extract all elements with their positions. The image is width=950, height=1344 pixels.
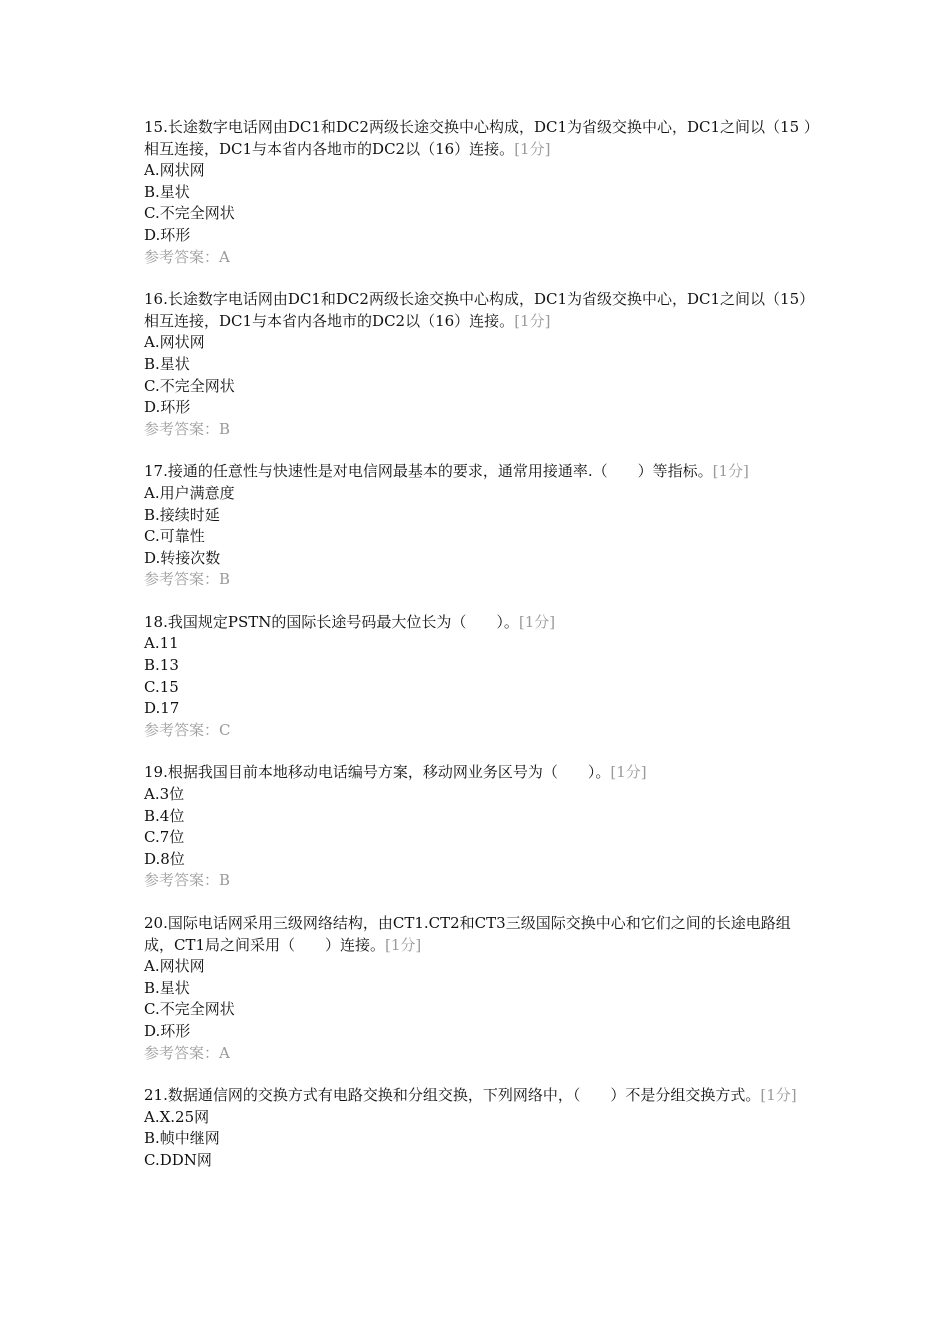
question-score: [1分]: [712, 462, 749, 481]
question-stem: [144, 461, 814, 483]
question-item: [144, 289, 814, 440]
question-stem-text: 20.国际电话网采用三级网络结构，由CT1.CT2和CT3三级国际交换中心和它们之间的长途电路组成，CT1局之间采用（ ）连接。: [144, 914, 791, 954]
reference-answer: 参考答案：A: [144, 247, 230, 266]
reference-answer: 参考答案：B: [144, 570, 231, 589]
question-options: [144, 1107, 814, 1172]
question-option: A.网状网: [144, 161, 205, 180]
question-option: A.网状网: [144, 333, 205, 352]
question-options: [144, 332, 814, 418]
question-option: D.17: [144, 699, 180, 718]
question-option: A.网状网: [144, 957, 205, 976]
question-stem: [144, 913, 814, 956]
question-option: A.3位: [144, 785, 185, 804]
question-options: [144, 483, 814, 569]
question-stem: [144, 289, 814, 332]
question-stem-text: 15.长途数字电话网由DC1和DC2两级长途交换中心构成，DC1为省级交换中心，DC1之间以（15 ）相互连接，DC1与本省内各地市的DC2以（16）连接。: [144, 118, 812, 158]
question-option: B.星状: [144, 978, 190, 997]
question-option: B.帧中继网: [144, 1129, 220, 1148]
question-stem-text: 21.数据通信网的交换方式有电路交换和分组交换，下列网络中，（ ）不是分组交换方式。: [144, 1086, 761, 1105]
question-option: B.星状: [144, 182, 190, 201]
question-item: [144, 913, 814, 1064]
question-stem-text: 17.接通的任意性与快速性是对电信网最基本的要求，通常用接通率.（ ）等指标。: [144, 462, 713, 481]
question-options: [144, 784, 814, 870]
question-option: C.7位: [144, 828, 185, 847]
question-option: C.DDN网: [144, 1150, 212, 1169]
question-options: [144, 956, 814, 1042]
question-item: [144, 1085, 814, 1171]
question-option: A.X.25网: [144, 1107, 210, 1126]
question-option: D.环形: [144, 1021, 191, 1040]
question-score: [1分]: [385, 935, 422, 954]
question-option: C.可靠性: [144, 527, 205, 546]
question-item: [144, 762, 814, 892]
reference-answer: 参考答案：B: [144, 871, 231, 890]
question-stem: [144, 117, 814, 160]
question-option: C.15: [144, 677, 179, 696]
question-option: D.环形: [144, 398, 191, 417]
question-score: [1分]: [610, 763, 647, 782]
reference-answer: 参考答案：C: [144, 720, 231, 739]
question-option: C.不完全网状: [144, 204, 235, 223]
question-option: C.不完全网状: [144, 376, 235, 395]
question-score: [1分]: [514, 311, 551, 330]
question-options: [144, 633, 814, 719]
question-item: [144, 461, 814, 591]
question-option: D.环形: [144, 225, 191, 244]
question-stem-text: 19.根据我国目前本地移动电话编号方案，移动网业务区号为（ ）。: [144, 763, 611, 782]
question-list: [144, 117, 814, 1193]
question-item: [144, 117, 814, 268]
question-stem: [144, 762, 814, 784]
question-option: D.转接次数: [144, 548, 221, 567]
question-option: B.接续时延: [144, 505, 220, 524]
question-option: C.不完全网状: [144, 1000, 235, 1019]
question-options: [144, 160, 814, 246]
reference-answer: 参考答案：A: [144, 1043, 230, 1062]
question-score: [1分]: [760, 1086, 797, 1105]
question-item: [144, 612, 814, 742]
question-score: [1分]: [518, 612, 556, 631]
question-stem: [144, 612, 814, 634]
question-option: A.用户满意度: [144, 483, 235, 502]
question-score: [1分]: [514, 139, 551, 158]
question-option: B.13: [144, 656, 179, 675]
question-option: B.4位: [144, 806, 185, 825]
question-stem-text: 16.长途数字电话网由DC1和DC2两级长途交换中心构成，DC1为省级交换中心，DC1之间以（15）相互连接，DC1与本省内各地市的DC2以（16）连接。: [144, 290, 807, 330]
reference-answer: 参考答案：B: [144, 419, 231, 438]
question-stem-text: 18.我国规定PSTN的国际长途号码最大位长为（ ）。: [144, 612, 519, 631]
question-option: B.星状: [144, 354, 190, 373]
question-stem: [144, 1085, 814, 1107]
question-option: D.8位: [144, 849, 185, 868]
question-option: A.11: [144, 634, 179, 653]
